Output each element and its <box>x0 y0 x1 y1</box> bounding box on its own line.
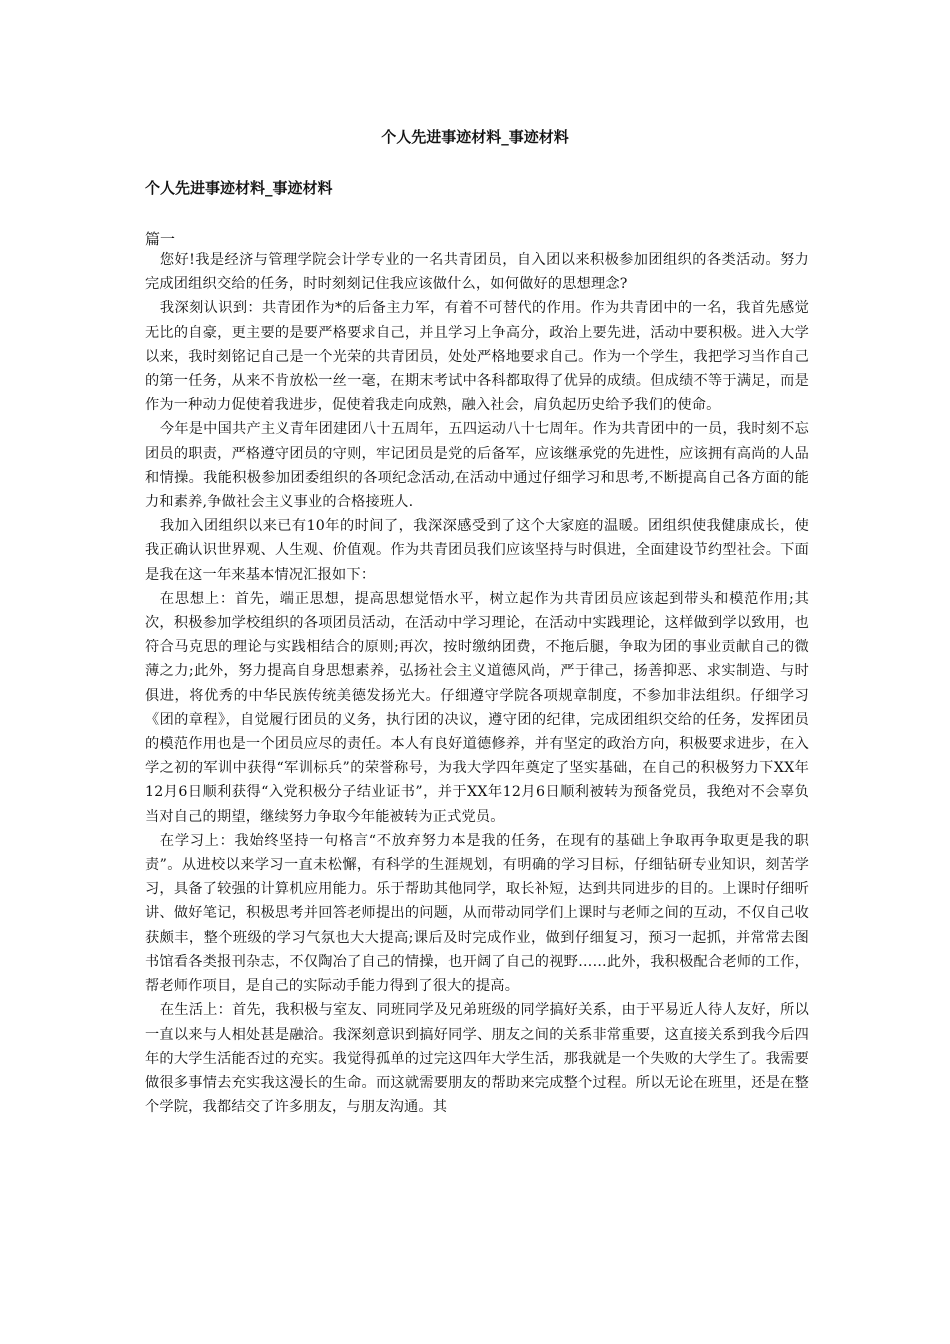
paragraph-greeting: 您好!我是经济与管理学院会计学专业的一名共青团员，自入团以来积极参加团组织的各类活动。努力完成团组织交给的任务，时时刻刻记住我应该做什么，如何做好的思想理念? <box>145 252 809 293</box>
paragraph-anniversary: 今年是中国共产主义青年团建团八十五周年，五四运动八十七周年。作为共青团中的一员，我时刻不忘团员的职责，严格遵守团员的守则，牢记团员是党的后备军，应该继承党的先进性，应该拥有高尚的人品和情操。我能积极参加团委组织的各项纪念活动,在活动中通过仔细学习和思考,不断提高自己各方面的能力和素养,争做社会主义事业的合格接班人. <box>145 421 809 511</box>
paragraph-life: 在生活上：首先，我积极与室友、同班同学及兄弟班级的同学搞好关系，由于平易近人待人友好，所以一直以来与人相处甚是融洽。我深刻意识到搞好同学、朋友之间的关系非常重要，这直接关系到我今后四年的大学生活能否过的充实。我觉得孤单的过完这四年大学生活，那我就是一个失败的大学生了。我需要做很多事情去充实我这漫长的生命。而这就需要朋友的帮助来完成整个过程。所以无论在班里，还是在整个学院，我都结交了许多朋友，与朋友沟通。其 <box>145 1002 809 1116</box>
section-label: 篇一 <box>145 230 176 248</box>
paragraph-thought: 在思想上：首先，端正思想，提高思想觉悟水平，树立起作为共青团员应该起到带头和模范作用;其次，积极参加学校组织的各项团员活动，在活动中学习理论，在活动中实践理论，这样做到学以致用，也符合马克思的理论与实践相结合的原则;再次，按时缴纳团费，不拖后腿，争取为团的事业贡献自己的微薄之力;此外，努力提高自身思想素养，弘扬社会主义道德风尚，严于律己，扬善抑恶、求实制造、与时俱进，将优秀的中华民族传统美德发扬光大。仔细遵守学院各项规章制度，不参加非法组织。仔细学习《团的章程》，自觉履行团员的义务，执行团的决议，遵守团的纪律，完成团组织交给的任务，发挥团员的模范作用也是一个团员应尽的责任。本人有良好道德修养，并有坚定的政治方向，积极要求进步，在入学之初的军训中获得“军训标兵”的荣誉称号，为我大学四年奠定了坚实基础，在自己的积极努力下XX年12月6日顺利获得“入党积极分子结业证书”，并于XX年12月6日顺利被转为预备党员，我绝对不会辜负当对自己的期望，继续努力争取今年能被转为正式党员。 <box>145 590 809 825</box>
paragraph-awareness: 我深刻认识到：共青团作为*的后备主力军，有着不可替代的作用。作为共青团中的一名，我首先感觉无比的自豪，更主要的是要严格要求自己，并且学习上争高分，政治上要先进，活动中要积极。进入大学以来，我时刻铭记自己是一个光荣的共青团员，处处严格地要求自己。作为一个学生，我把学习当作自己的第一任务，从来不肯放松一丝一毫，在期末考试中各科都取得了优异的成绩。但成绩不等于满足，而是作为一种动力促使着我进步，促使着我走向成熟，融入社会，肩负起历史给予我们的使命。 <box>145 300 809 414</box>
document-title: 个人先进事迹材料_事迹材料 <box>381 128 569 146</box>
document-subtitle: 个人先进事迹材料_事迹材料 <box>145 179 333 197</box>
paragraph-membership: 我加入团组织以来已有10年的时间了，我深深感受到了这个大家庭的温暖。团组织使我健康成长，使我正确认识世界观、人生观、价值观。作为共青团员我们应该坚持与时俱进，全面建设节约型社会。下面是我在这一年来基本情况汇报如下： <box>145 518 809 583</box>
paragraph-study: 在学习上：我始终坚持一句格言“不放弃努力本是我的任务，在现有的基础上争取再争取更是我的职责”。从进校以来学习一直未松懈，有科学的生涯规划，有明确的学习目标，仔细钻研专业知识，刻苦学习，具备了较强的计算机应用能力。乐于帮助其他同学，取长补短，达到共同进步的目的。上课时仔细听讲、做好笔记，积极思考并回答老师提出的问题，从而带动同学们上课时与老师之间的互动，不仅自己收获颇丰，整个班级的学习气氛也大大提高;课后及时完成作业，做到仔细复习，预习一起抓，并常常去图书馆看各类报刊杂志，不仅陶冶了自己的情操，也开阔了自己的视野……此外，我积极配合老师的工作，帮老师作项目，是自己的实际动手能力得到了很大的提高。 <box>145 832 809 995</box>
document-body <box>145 248 809 1119</box>
